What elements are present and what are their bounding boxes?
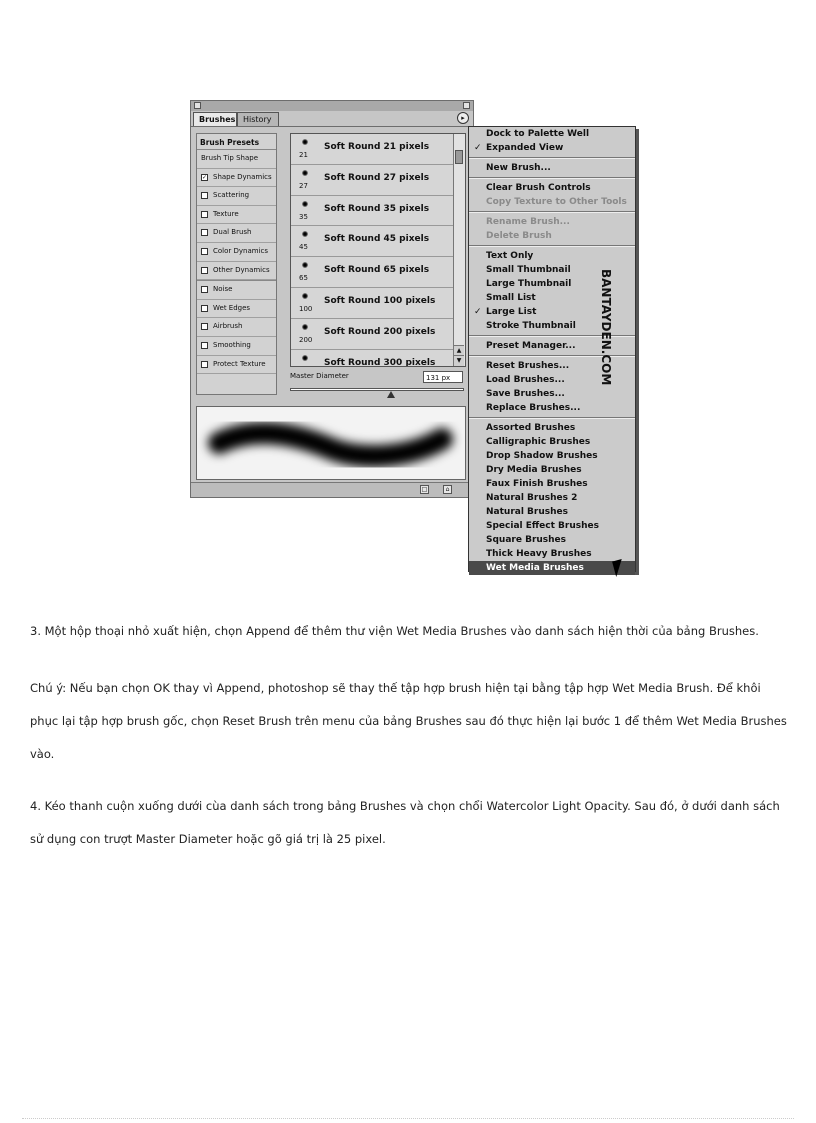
menu-item-label: Large List [486,307,537,317]
checkbox[interactable] [201,361,208,368]
menu-item[interactable] [469,533,635,547]
menu-item-label: Large Thumbnail [486,279,572,289]
brush-presets-label[interactable]: Brush Presets [197,134,276,150]
menu-separator [469,245,635,247]
option-label: Airbrush [213,322,243,331]
menu-separator [469,177,635,179]
panel-title-bar[interactable] [191,101,473,111]
preset-row[interactable] [291,288,465,319]
preset-size: 35 [299,212,308,221]
brushes-flyout-menu [468,126,636,572]
paragraph-note: Chú ý: Nếu bạn chọn OK thay vì Append, photoshop sẽ thay thế tập hợp brush hiện tại bằng tập hợp Wet Media Brush. Để khôi phục lại tập hợp brush gốc, chọn Reset Brush trên menu của bảng Brushes sau đó thực hiện lại bước 1 để thêm Wet Media Brushes vào. [30,681,787,761]
menu-item-label: Natural Brushes 2 [486,493,578,503]
option-label: Noise [213,285,233,294]
paragraph-step-3: 3. Một hộp thoại nhỏ xuất hiện, chọn Append để thêm thư viện Wet Media Brushes vào danh sách hiện thời của bảng Brushes. [30,624,759,638]
menu-item-label: Clear Brush Controls [486,183,591,193]
menu-item-label: Stroke Thumbnail [486,321,576,331]
menu-item[interactable] [469,249,635,263]
brush-stroke-preview-icon [197,407,465,479]
soft-round-brush-icon [302,293,308,299]
preset-size: 200 [299,335,313,344]
menu-item-label: Square Brushes [486,535,567,545]
option-row[interactable] [197,318,276,337]
preset-row[interactable] [291,226,465,257]
checkbox[interactable] [201,248,208,255]
menu-item-label: Rename Brush... [486,217,570,227]
menu-item-label: Wet Media Brushes [486,563,584,573]
menu-item[interactable] [469,547,635,561]
preset-row[interactable] [291,257,465,288]
menu-item-label: Copy Texture to Other Tools [486,197,627,207]
soft-round-brush-icon [302,324,308,330]
preset-size: 21 [299,151,308,159]
menu-item[interactable] [469,435,635,449]
trash-icon[interactable]: ⌂ [443,485,452,494]
preset-name: Soft Round 45 pixels [324,234,430,245]
preset-name: Soft Round 35 pixels [324,203,430,214]
preset-size: 45 [299,243,308,252]
option-label: Shape Dynamics [213,172,272,181]
brushes-panel-figure [190,100,640,578]
menu-item-label: Natural Brushes [486,507,568,517]
checkbox[interactable] [201,323,208,330]
option-row[interactable] [197,337,276,356]
preset-name: Soft Round 100 pixels [324,295,436,306]
option-row[interactable] [197,169,276,188]
option-row[interactable] [197,356,276,375]
option-label: Texture [213,209,239,218]
menu-item-label: Calligraphic Brushes [486,437,591,447]
menu-item[interactable] [469,181,635,195]
menu-item-label: Drop Shadow Brushes [486,451,598,461]
menu-item-label: Faux Finish Brushes [486,479,588,489]
soft-round-brush-icon [302,170,308,176]
check-icon: ✓ [474,143,482,153]
option-row[interactable] [197,280,276,300]
option-row[interactable] [197,150,276,169]
checkbox[interactable] [201,286,208,293]
close-box-icon[interactable] [194,102,201,109]
preset-name: Soft Round 21 pixels [324,142,430,152]
scroll-up-arrow-icon[interactable]: ▲ [454,345,464,356]
preset-row[interactable] [291,134,465,165]
new-brush-icon[interactable]: □ [421,486,428,493]
menu-item [469,215,635,229]
watermark-logo [598,269,616,429]
menu-item-label: New Brush... [486,163,551,173]
menu-item[interactable] [469,477,635,491]
menu-item-label: Replace Brushes... [486,403,581,413]
check-icon: ✓ [474,307,482,317]
tab-history[interactable]: History [237,112,279,126]
menu-item[interactable] [469,161,635,175]
panel-menu-arrow-icon[interactable]: ▸ [457,112,469,124]
menu-item-label: Dry Media Brushes [486,465,582,475]
master-diameter-label: Master Diameter [290,372,349,380]
preset-name: Soft Round 65 pixels [324,265,430,276]
option-label: Color Dynamics [213,246,269,255]
master-diameter-slider-thumb[interactable] [387,391,395,398]
checkbox[interactable] [201,267,208,274]
soft-round-brush-icon [302,139,308,145]
option-label: Other Dynamics [213,265,270,274]
menu-item-label: Special Effect Brushes [486,521,599,531]
menu-item[interactable] [469,519,635,533]
menu-item-label: Reset Brushes... [486,361,570,371]
menu-item-label: Assorted Brushes [486,423,576,433]
menu-item-label: Preset Manager... [486,341,576,351]
checkbox[interactable] [201,211,208,218]
stroke-preview [196,406,466,480]
menu-item[interactable] [469,505,635,519]
menu-item-label: Small Thumbnail [486,265,571,275]
option-label: Smoothing [213,340,251,349]
brush-preset-list [290,133,466,367]
brush-options-list [196,133,277,395]
checkbox[interactable] [201,229,208,236]
option-row[interactable] [197,243,276,262]
option-label: Dual Brush [213,228,252,237]
menu-item-label: Save Brushes... [486,389,565,399]
menu-item[interactable] [469,491,635,505]
preset-row[interactable] [291,350,465,367]
option-row[interactable] [197,262,276,281]
option-label: Protect Texture [213,359,266,368]
menu-item[interactable] [469,141,635,155]
scrollbar-thumb[interactable] [455,150,463,164]
page-footer-line [22,1118,794,1119]
master-diameter-slider[interactable] [290,388,464,391]
preset-row[interactable] [291,319,465,350]
brushes-panel [190,100,474,498]
menu-item-label: Small List [486,293,536,303]
soft-round-brush-icon [302,355,308,361]
option-label: Scattering [213,191,250,200]
menu-item-label: Load Brushes... [486,375,565,385]
menu-item-label: Text Only [486,251,534,261]
tab-divider [191,126,473,127]
menu-item-label: Dock to Palette Well [486,129,590,139]
soft-round-brush-icon [302,201,308,207]
preset-scrollbar[interactable] [453,134,465,366]
preset-name: Soft Round 200 pixels [324,326,436,337]
preset-row[interactable] [291,165,465,196]
checkbox[interactable] [201,305,208,312]
panel-bottom-bar [191,482,473,497]
tab-brushes[interactable]: Brushes [193,112,237,126]
menu-item-label: Thick Heavy Brushes [486,549,592,559]
preset-rows [291,134,465,367]
preset-row[interactable] [291,196,465,227]
soft-round-brush-icon [302,231,308,237]
preset-name: Soft Round 27 pixels [324,172,430,183]
checkbox[interactable]: ✓ [202,173,208,181]
checkbox[interactable] [201,342,208,349]
scroll-down-arrow-icon[interactable]: ▼ [454,355,464,366]
preset-size: 100 [299,304,313,313]
option-row[interactable] [197,224,276,243]
soft-round-brush-icon [302,262,308,268]
zoom-box-icon[interactable] [463,102,470,109]
menu-item [469,229,635,243]
preset-size: 65 [299,274,308,283]
preset-size: 27 [299,181,308,190]
checkbox[interactable] [201,192,208,199]
option-row[interactable] [197,206,276,225]
option-label: Brush Tip Shape [201,154,259,162]
option-rows [197,150,276,374]
menu-item-label: Delete Brush [486,231,552,241]
menu-separator [469,211,635,213]
master-diameter-input[interactable]: 131 px [423,371,463,383]
menu-item [469,195,635,209]
svg-text:BANTAYDEN.COM: BANTAYDEN.COM [599,269,613,386]
preset-name: Soft Round 300 pixels [324,357,436,367]
paragraph-step-4: 4. Kéo thanh cuộn xuống dưới cùa danh sách trong bảng Brushes và chọn chổi Watercolor Light Opacity. Sau đó, ở dưới danh sách sử dụng con trượt Master Diameter hoặc gõ giá trị là 25 pixel. [30,799,780,846]
menu-item[interactable] [469,449,635,463]
menu-separator [469,157,635,159]
option-label: Wet Edges [213,303,251,312]
menu-item[interactable] [469,127,635,141]
option-row[interactable] [197,300,276,319]
menu-item-label: Expanded View [486,143,564,153]
menu-item[interactable] [469,561,635,575]
option-row[interactable] [197,187,276,206]
menu-item[interactable] [469,463,635,477]
